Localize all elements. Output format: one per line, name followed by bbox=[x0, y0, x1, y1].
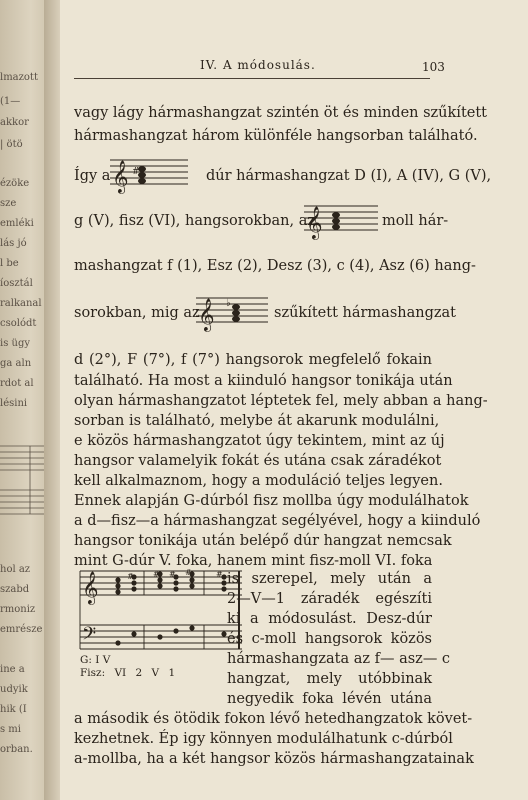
svg-text:𝄞: 𝄞 bbox=[198, 298, 215, 331]
text-line: dúr hármashangzat D (I), A (IV), G (V), bbox=[206, 168, 492, 184]
text-line: g (V), fisz (VI), hangsorokban, az bbox=[74, 213, 315, 229]
text-line: ki a módosulást. Desz-dúr bbox=[227, 611, 432, 627]
running-header: IV. A módosulás. bbox=[200, 58, 316, 72]
text-line: hangsor tonikája után belépő dúr hangzat nemcsak bbox=[74, 533, 452, 549]
svg-text:#: # bbox=[169, 570, 176, 579]
svg-text:𝄞: 𝄞 bbox=[112, 160, 129, 193]
svg-text:#: # bbox=[132, 167, 140, 177]
diminished-triad-staff bbox=[196, 288, 268, 334]
text-line: d (2°), F (7°), f (7°) hangsorok megfelelő fokain bbox=[74, 352, 432, 368]
text-line: moll hár- bbox=[382, 213, 449, 229]
text-line: a második és ötödik fokon lévő hetedhangzatok követ- bbox=[74, 711, 473, 727]
text-line: kell alkalmaznom, hogy a moduláció teljes legyen. bbox=[74, 473, 443, 489]
book-gutter bbox=[44, 0, 60, 800]
text-line: a-mollba, ha a két hangsor közös hármashangzatainak bbox=[74, 751, 474, 767]
text-line: is szerepel, mely után a bbox=[227, 571, 432, 587]
chord-degree-label-fisz: Fisz: VI 2 V 1 bbox=[80, 667, 176, 679]
book-page bbox=[60, 0, 528, 800]
text-line: sorban is található, melybe át akarunk modulálni, bbox=[74, 413, 440, 429]
facing-page-edge: lmazott (1— akkor | ötö ézöke sze emléki lás jó l be íosztál ralkanal csolódt is ügy ga aln rdot al lésini hol az szabd rmoniz emrésze ine a udyik hik (I s mi orban. bbox=[0, 0, 44, 800]
svg-text:𝄢: 𝄢 bbox=[82, 624, 97, 649]
facing-page-staff bbox=[0, 440, 44, 520]
text-line: Így a bbox=[74, 168, 111, 184]
minor-triad-staff bbox=[304, 196, 378, 240]
chord-degree-label-g: G: I V bbox=[80, 654, 111, 666]
svg-text:♭: ♭ bbox=[226, 298, 231, 309]
major-triad-staff bbox=[110, 150, 188, 194]
text-line: negyedik foka lévén utána bbox=[227, 691, 432, 707]
text-line: mint G-dúr V. foka, hanem mint fisz-moll VI. foka bbox=[74, 553, 433, 569]
modulation-example-score bbox=[74, 565, 246, 665]
text-line: olyan hármashangzatot léptetek fel, mely abban a hang- bbox=[74, 393, 488, 409]
text-line: kezhetnek. Ép igy könnyen modulálhatunk c-dúrból bbox=[74, 731, 453, 747]
page-number: 103 bbox=[422, 60, 445, 74]
text-line: sorokban, mig az bbox=[74, 305, 200, 321]
svg-text:𝄞: 𝄞 bbox=[306, 206, 323, 239]
text-line: Ennek alapján G-dúrból fisz mollba úgy modulálhatok bbox=[74, 493, 469, 509]
text-line: vagy lágy hármashangzat szintén öt és minden szűkített bbox=[74, 105, 488, 121]
text-line: a d—fisz—a hármashangzat segélyével, hogy a kiinduló bbox=[74, 513, 481, 529]
svg-text:𝄞: 𝄞 bbox=[82, 571, 99, 604]
svg-text:#: # bbox=[153, 570, 160, 579]
text-line: 2—V—1 záradék egészíti bbox=[227, 591, 432, 607]
text-line: található. Ha most a kiinduló hangsor tonikája után bbox=[74, 373, 453, 389]
text-line: hármashangzat három különféle hangsorban található. bbox=[74, 128, 478, 144]
svg-text:#: # bbox=[127, 572, 134, 581]
text-line: és c-moll hangsorok közös bbox=[227, 631, 432, 647]
text-line: hangsor valamelyik fokát és utána csak záradékot bbox=[74, 453, 442, 469]
svg-text:#: # bbox=[185, 568, 192, 577]
text-line: hangzat, mely utóbbinak bbox=[227, 671, 432, 687]
text-line: e közös hármashangzatot úgy tekintem, mint az új bbox=[74, 433, 445, 449]
text-line: mashangzat f (1), Esz (2), Desz (3), c (4), Asz (6) hang- bbox=[74, 258, 476, 274]
text-line: szűkített hármashangzat bbox=[274, 305, 456, 321]
svg-text:#: # bbox=[216, 570, 223, 579]
header-rule bbox=[74, 78, 430, 79]
text-line: hármashangzata az f— asz— c bbox=[227, 651, 451, 667]
